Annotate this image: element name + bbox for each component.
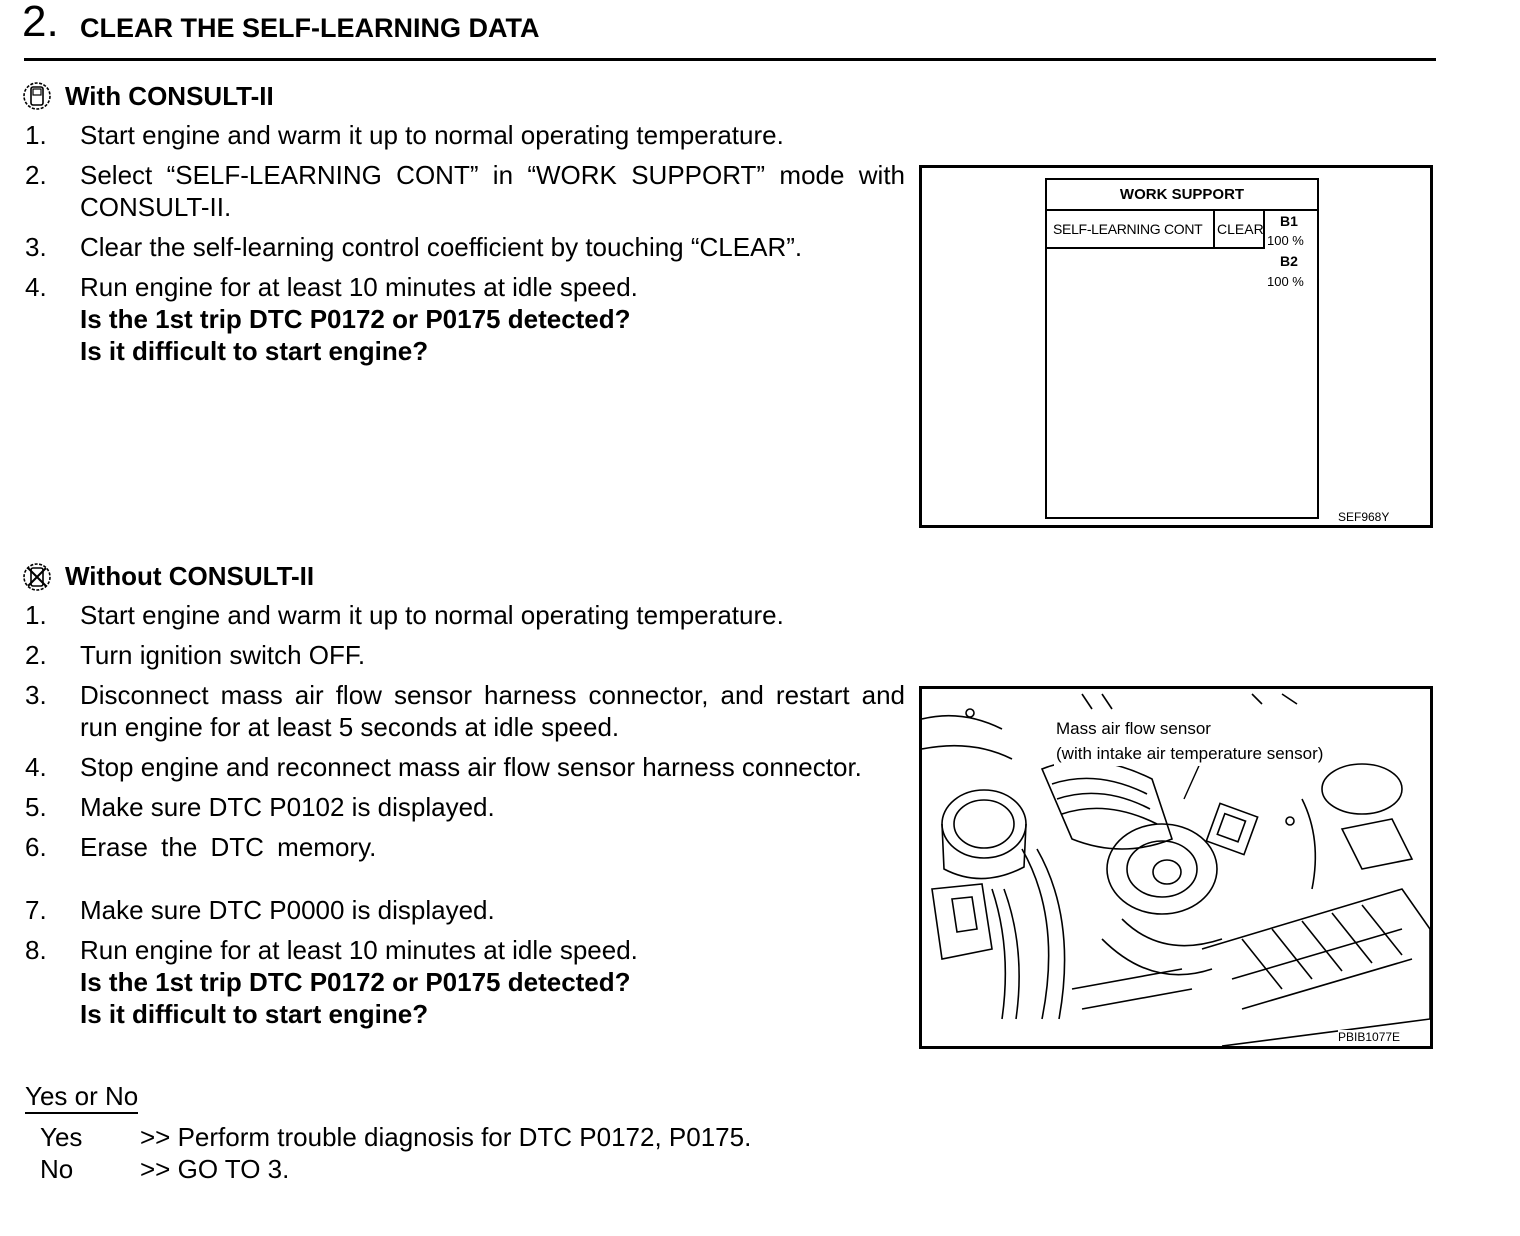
- b1-label: B1: [1280, 213, 1298, 229]
- step-title: CLEAR THE SELF-LEARNING DATA: [80, 13, 540, 43]
- step-text: Turn ignition switch OFF.: [80, 640, 366, 670]
- b1-value: 100 %: [1267, 233, 1304, 248]
- list-item: [25, 679, 905, 743]
- step-index: 4.: [25, 752, 47, 782]
- no-action: >> GO TO 3.: [140, 1154, 290, 1184]
- without-consult-heading: Without CONSULT-II: [65, 561, 315, 591]
- step-text: Erase the DTC memory.: [80, 832, 377, 862]
- step-text: Run engine for at least 10 minutes at idle speed.: [80, 935, 638, 965]
- yes-action: >> Perform trouble diagnosis for DTC P0172, P0175.: [140, 1122, 752, 1152]
- step-text: Make sure DTC P0102 is displayed.: [80, 792, 495, 822]
- step-index: 1.: [25, 120, 47, 150]
- without-consult-steps: [25, 599, 905, 1038]
- step-index: 3.: [25, 232, 47, 262]
- list-item: [25, 894, 905, 926]
- list-item: [25, 119, 905, 151]
- question-dtc: Is the 1st trip DTC P0172 or P0175 detected?: [80, 967, 631, 997]
- step-text: Stop engine and reconnect mass air flow sensor harness connector.: [80, 752, 862, 782]
- step-text: Disconnect mass air flow sensor harness connector, and restart and run engine for at least 5 seconds at idle speed.: [80, 680, 905, 742]
- list-item: [25, 831, 905, 863]
- step-index: 2.: [25, 640, 47, 670]
- step-index: 6.: [25, 832, 47, 862]
- list-item: [25, 159, 905, 223]
- title-divider: [24, 58, 1436, 61]
- yes-row: [40, 1121, 940, 1153]
- list-item: [25, 751, 905, 783]
- step-index: 4.: [25, 272, 47, 302]
- clear-button-label: CLEAR: [1217, 221, 1264, 237]
- step-index: 2.: [25, 160, 47, 190]
- question-dtc: Is the 1st trip DTC P0172 or P0175 detected?: [80, 304, 631, 334]
- with-consult-steps: [25, 119, 905, 375]
- list-item: [25, 639, 905, 671]
- list-item: [25, 599, 905, 631]
- list-item: [25, 231, 905, 263]
- yes-key: Yes: [40, 1122, 83, 1152]
- self-learning-item: SELF-LEARNING CONT: [1053, 221, 1203, 237]
- step-text: Start engine and warm it up to normal operating temperature.: [80, 600, 784, 630]
- b2-label: B2: [1280, 253, 1298, 269]
- clear-button[interactable]: [1213, 211, 1265, 247]
- step-index: 7.: [25, 895, 47, 925]
- b2-value: 100 %: [1267, 274, 1304, 289]
- step-text: Select “SELF-LEARNING CONT” in “WORK SUPPORT” mode with CONSULT-II.: [80, 160, 905, 222]
- list-item: [25, 791, 905, 823]
- consult-screen: [1045, 178, 1319, 519]
- list-item: [25, 934, 905, 1030]
- step-index: 3.: [25, 680, 47, 710]
- list-item: [25, 271, 905, 367]
- with-consult-heading: With CONSULT-II: [65, 81, 274, 111]
- step-text: Make sure DTC P0000 is displayed.: [80, 895, 495, 925]
- step-text: Run engine for at least 10 minutes at idle speed.: [80, 272, 638, 302]
- step-index: 8.: [25, 935, 47, 965]
- maf-callout: [1054, 716, 1325, 766]
- step-text: Start engine and warm it up to normal operating temperature.: [80, 120, 784, 150]
- step-number: 2.: [22, 0, 59, 46]
- callout-line-2: (with intake air temperature sensor): [1056, 744, 1324, 763]
- yes-no-heading: Yes or No: [25, 1080, 138, 1114]
- figure-code: PBIB1077E: [1338, 1030, 1401, 1044]
- self-learning-row: [1047, 211, 1265, 249]
- figure-code: SEF968Y: [1338, 510, 1390, 524]
- no-row: [40, 1153, 940, 1185]
- consult-tool-icon: [22, 81, 52, 111]
- no-key: No: [40, 1154, 74, 1184]
- maf-sensor-figure: [919, 686, 1433, 1049]
- question-start: Is it difficult to start engine?: [80, 999, 429, 1029]
- screen-title: WORK SUPPORT: [1119, 186, 1245, 203]
- step-index: 5.: [25, 792, 47, 822]
- step-index: 1.: [25, 600, 47, 630]
- question-start: Is it difficult to start engine?: [80, 336, 429, 366]
- step-text: Clear the self-learning control coefficient by touching “CLEAR”.: [80, 232, 803, 262]
- callout-line-1: Mass air flow sensor: [1056, 719, 1211, 738]
- work-support-figure: [919, 165, 1433, 528]
- no-consult-icon: [22, 562, 52, 592]
